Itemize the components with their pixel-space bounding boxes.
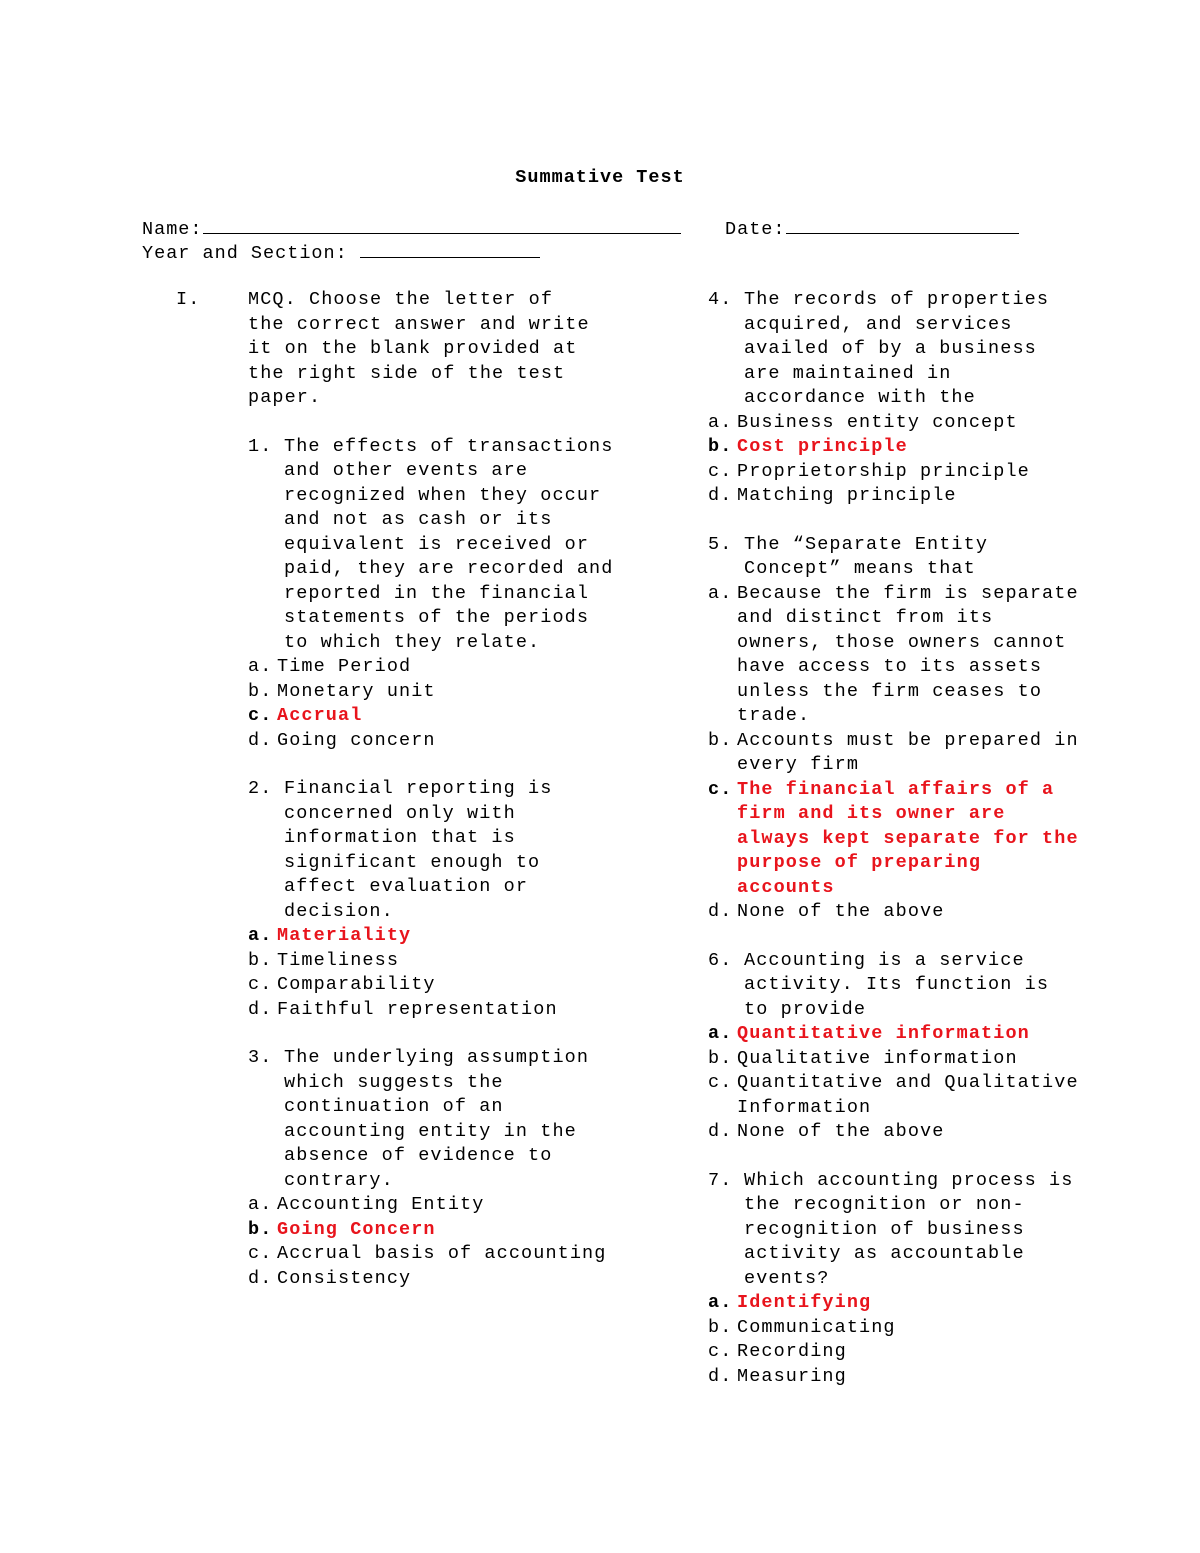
question-number: 7. [708,1169,733,1191]
option[interactable] [248,998,616,1023]
option-letter: a. [708,1023,733,1044]
name-field [142,216,681,242]
option-letter: a. [708,582,733,604]
option[interactable] [708,1047,1080,1072]
option[interactable] [248,680,616,705]
option-letter: a. [708,411,733,433]
date-field [725,216,1019,242]
option-text: Monetary unit [277,680,436,702]
option-correct[interactable] [708,1022,1080,1047]
option-text: Proprietorship principle [737,460,1030,482]
right-column [708,288,1080,1389]
option-letter: a. [708,1292,733,1313]
option-text: Accrual basis of accounting [277,1243,607,1264]
option-letter: d. [708,485,733,506]
option[interactable] [708,582,1080,729]
option[interactable] [248,949,616,974]
option[interactable] [708,900,1080,925]
option-text: Materiality [277,925,412,946]
option-letter: c. [248,974,273,995]
option-text: Timeliness [277,949,400,971]
option-letter: d. [708,1121,733,1142]
option-correct[interactable] [708,1291,1080,1316]
option-letter: b. [708,1316,733,1338]
option[interactable] [708,411,1080,436]
option-text: Faithful representation [277,998,558,1020]
right-question-list [708,288,1080,1389]
option-letter: d. [248,729,273,751]
question-text: The “Separate Entity Concept” means that [744,533,989,579]
question-block [708,1169,1080,1390]
question-text: Financial reporting is concerned only with information that is significant enough to affect evaluation or decision. [284,778,553,922]
section-heading [176,288,616,411]
question-text: The underlying assumption which suggests the continuation of an accounting entity in the absence of evidence to contrary. [284,1047,590,1191]
option[interactable] [248,729,616,754]
option-text: None of the above [737,1121,945,1142]
question-stem [248,1046,616,1193]
question-text: Which accounting process is the recognition or non-recognition of business activity as accountable events? [744,1169,1074,1289]
question-text: The effects of transactions and other events are recognized when they occur and not as cash or its equivalent is received or paid, they are recorded and reported in the financial statements of the periods to which they relate. [284,435,614,653]
option-letter: c. [708,1341,733,1362]
question-number: 4. [708,289,733,310]
option-text: Communicating [737,1316,896,1338]
question-stem [248,435,616,656]
option[interactable] [708,1365,1080,1390]
option[interactable] [708,1120,1080,1145]
option-text: Qualitative information [737,1047,1018,1069]
name-blank[interactable] [203,216,681,234]
option-correct[interactable] [248,1218,616,1243]
option-letter: c. [708,460,733,482]
question-text: The records of properties acquired, and services availed of by a business are maintained in accordance with the [744,289,1050,408]
option-letter: b. [248,1218,273,1240]
option[interactable] [708,460,1080,485]
option[interactable] [708,484,1080,509]
question-block [248,777,616,1022]
question-stem [248,777,616,924]
option-text: Consistency [277,1267,412,1289]
option[interactable] [248,1193,616,1218]
year-section-blank[interactable] [360,240,540,258]
date-blank[interactable] [786,216,1019,234]
question-stem [708,1169,1080,1292]
option-letter: d. [708,1365,733,1387]
option[interactable] [708,729,1080,778]
option-text: Because the firm is separate and distinct from its owners, those owners cannot have access to its assets unless the firm ceases to trade. [737,582,1079,726]
option[interactable] [708,1340,1080,1365]
option-text: None of the above [737,901,945,922]
question-block [248,1046,616,1291]
option-text: Comparability [277,974,436,995]
option-text: Cost principle [737,436,908,457]
option-text: Matching principle [737,485,957,506]
option-text: Accrual [277,705,363,726]
option-text: Accounting Entity [277,1194,485,1215]
option[interactable] [248,655,616,680]
option-letter: b. [708,436,733,457]
option-text: Business entity concept [737,411,1018,433]
option-text: Recording [737,1341,847,1362]
year-section-field [142,240,540,266]
name-label: Name: [142,219,203,240]
question-block [248,435,616,754]
year-section-label: Year and Section: [142,243,360,264]
option-letter: a. [248,656,273,677]
option-letter: b. [248,680,273,702]
question-block [708,288,1080,509]
option-text: The financial affairs of a firm and its owner are always kept separate for the purpose of preparing accounts [737,778,1079,898]
option-letter: c. [708,778,733,800]
question-text: Accounting is a service activity. Its function is to provide [744,949,1050,1020]
date-label: Date: [725,219,786,240]
page-title: Summative Test [515,167,685,188]
left-column [176,288,616,1291]
question-block [708,533,1080,925]
question-number: 2. [248,778,273,799]
option-text: Accounts must be prepared in every firm [737,729,1079,775]
option-correct[interactable] [708,435,1080,460]
option[interactable] [248,1242,616,1267]
option-text: Quantitative information [737,1023,1030,1044]
option-text: Identifying [737,1292,872,1313]
option-letter: c. [248,1243,273,1264]
question-number: 1. [248,435,273,457]
option-letter: c. [248,705,273,726]
option-letter: b. [708,1047,733,1069]
option[interactable] [708,1071,1080,1120]
question-number: 3. [248,1047,273,1068]
option[interactable] [248,973,616,998]
option-letter: d. [248,1267,273,1289]
option[interactable] [708,1316,1080,1341]
left-question-list [248,435,616,1292]
option[interactable] [248,1267,616,1292]
question-stem [708,288,1080,411]
option-correct[interactable] [708,778,1080,901]
option-letter: b. [708,729,733,751]
section-number: I. [176,289,201,310]
option-letter: a. [248,925,273,946]
option-letter: d. [708,901,733,922]
question-number: 5. [708,533,733,555]
option-text: Time Period [277,656,412,677]
question-block [708,949,1080,1145]
question-stem [708,533,1080,582]
option-text: Going Concern [277,1218,436,1240]
option-text: Measuring [737,1365,847,1387]
question-number: 6. [708,949,733,971]
option-letter: d. [248,998,273,1020]
option-text: Quantitative and Qualitative Information [737,1072,1079,1118]
option-text: Going concern [277,729,436,751]
option-letter: a. [248,1194,273,1215]
option-correct[interactable] [248,924,616,949]
question-stem [708,949,1080,1023]
section-instructions: MCQ. Choose the letter of the correct answer and write it on the blank provided at the right side of the test paper. [248,289,590,408]
option-letter: c. [708,1072,733,1093]
option-letter: b. [248,949,273,971]
option-correct[interactable] [248,704,616,729]
